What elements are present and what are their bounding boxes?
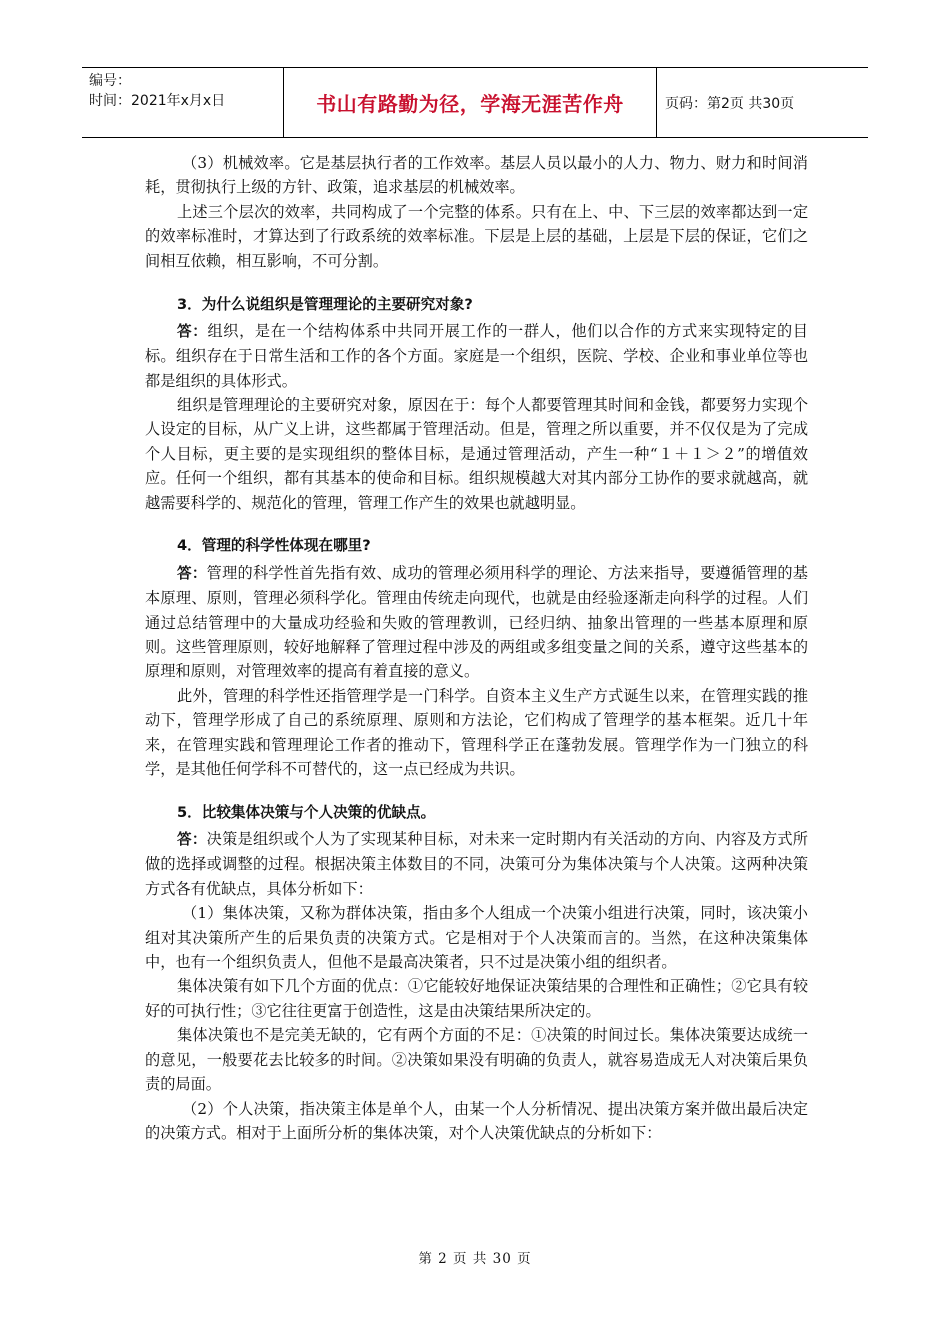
- answer-text: 组织，是在一个结构体系中共同开展工作的一群人，他们以合作的方式来实现特定的目标。组织存在于日常生活和工作的各个方面。家庭是一个组织，医院、学校、企业和事业单位等也都是组织的具体形式。: [145, 321, 808, 390]
- answer-paragraph: [145, 561, 808, 684]
- question-heading: 4．管理的科学性体现在哪里?: [177, 537, 371, 555]
- document-date-label: 时间：2021年x月x日: [89, 93, 226, 109]
- body-paragraph: 集体决策有如下几个方面的优点：①它能较好地保证决策结果的合理性和正确性；②它具有较好的可执行性；③它往往更富于创造性，这是由决策结果所决定的。: [145, 977, 808, 1020]
- body-paragraph: 上述三个层次的效率，共同构成了一个完整的体系。只有在上、中、下三层的效率都达到一定的效率标准时，才算达到了行政系统的效率标准。下层是上层的基础，上层是下层的保证，它们之间相互依赖，相互影响，不可分割。: [145, 202, 808, 270]
- answer-text: 管理的科学性首先指有效、成功的管理必须用科学的理论、方法来指导，要遵循管理的基本原理、原则，管理必须科学化。管理由传统走向现代，也就是由经验逐渐走向科学的过程。人们通过总结管理中的大量成功经验和失败的管理教训，已经归纳、抽象出管理的一些基本原理和原则。这些管理原则，较好地解释了管理过程中涉及的两组或多组变量之间的关系，遵守这些基本的原理和原则，对管理效率的提高有着直接的意义。: [145, 563, 808, 681]
- page-header: [82, 67, 868, 138]
- answer-lead: 答：: [177, 322, 208, 340]
- body-paragraph: （2）个人决策，指决策主体是单个人，由某一个人分析情况、提出决策方案并做出最后决定的决策方式。相对于上面所分析的集体决策，对个人决策优缺点的分析如下：: [145, 1099, 808, 1142]
- body-paragraph: （3）机械效率。它是基层执行者的工作效率。基层人员以最小的人力、物力、财力和时间消耗，贯彻执行上级的方针、政策，追求基层的机械效率。: [145, 154, 808, 197]
- answer-paragraph: [145, 319, 808, 393]
- header-page-info: 页码：第2页 共30页: [665, 95, 795, 112]
- header-meta: [82, 68, 283, 137]
- answer-lead: 答：: [177, 564, 207, 582]
- document-number-label: 编号：: [89, 73, 131, 89]
- document-body: [145, 151, 808, 1145]
- question-heading: 5．比较集体决策与个人决策的优缺点。: [177, 803, 436, 821]
- body-paragraph: （1）集体决策，又称为群体决策，指由多个人组成一个决策小组进行决策，同时，该决策小组对其决策所产生的后果负责的决策方式。它是相对于个人决策而言的。当然，在这种决策集体中，也有一个组织负责人，但他不是最高决策者，只不过是决策小组的组织者。: [145, 904, 808, 972]
- body-paragraph: 此外，管理的科学性还指管理学是一门科学。自资本主义生产方式诞生以来，在管理实践的推动下，管理学形成了自己的系统原理、原则和方法论，它们构成了管理学的基本框架。近几十年来，在管理实践和管理理论工作者的推动下，管理科学正在蓬勃发展。管理学作为一门独立的科学，是其他任何学科不可替代的，这一点已经成为共识。: [145, 686, 808, 778]
- header-motto: 书山有路勤为径，学海无涯苦作舟: [283, 68, 657, 137]
- answer-paragraph: [145, 827, 808, 901]
- page-footer: 第 2 页 共 30 页: [418, 1251, 532, 1267]
- body-paragraph: 组织是管理理论的主要研究对象，原因在于：每个人都要管理其时间和金钱，都要努力实现个人设定的目标，从广义上讲，这些都属于管理活动。但是，管理之所以重要，并不仅仅是为了完成个人目标，更主要的是实现组织的整体目标，是通过管理活动，产生一种“１＋１＞２”的增值效应。任何一个组织，都有其基本的使命和目标。组织规模越大对其内部分工协作的要求就越高，就越需要科学的、规范化的管理，管理工作产生的效果也就越明显。: [145, 395, 808, 512]
- answer-text: 决策是组织或个人为了实现某种目标，对未来一定时期内有关活动的方向、内容及方式所做的选择或调整的过程。根据决策主体数目的不同，决策可分为集体决策与个人决策。这两种决策方式各有优缺点，具体分析如下：: [145, 830, 808, 898]
- body-paragraph: 集体决策也不是完美无缺的，它有两个方面的不足：①决策的时间过长。集体决策要达成统一的意见，一般要花去比较多的时间。②决策如果没有明确的负责人，就容易造成无人对决策后果负责的局面。: [145, 1026, 808, 1094]
- answer-lead: 答：: [177, 831, 207, 849]
- question-heading: 3．为什么说组织是管理理论的主要研究对象?: [177, 295, 473, 313]
